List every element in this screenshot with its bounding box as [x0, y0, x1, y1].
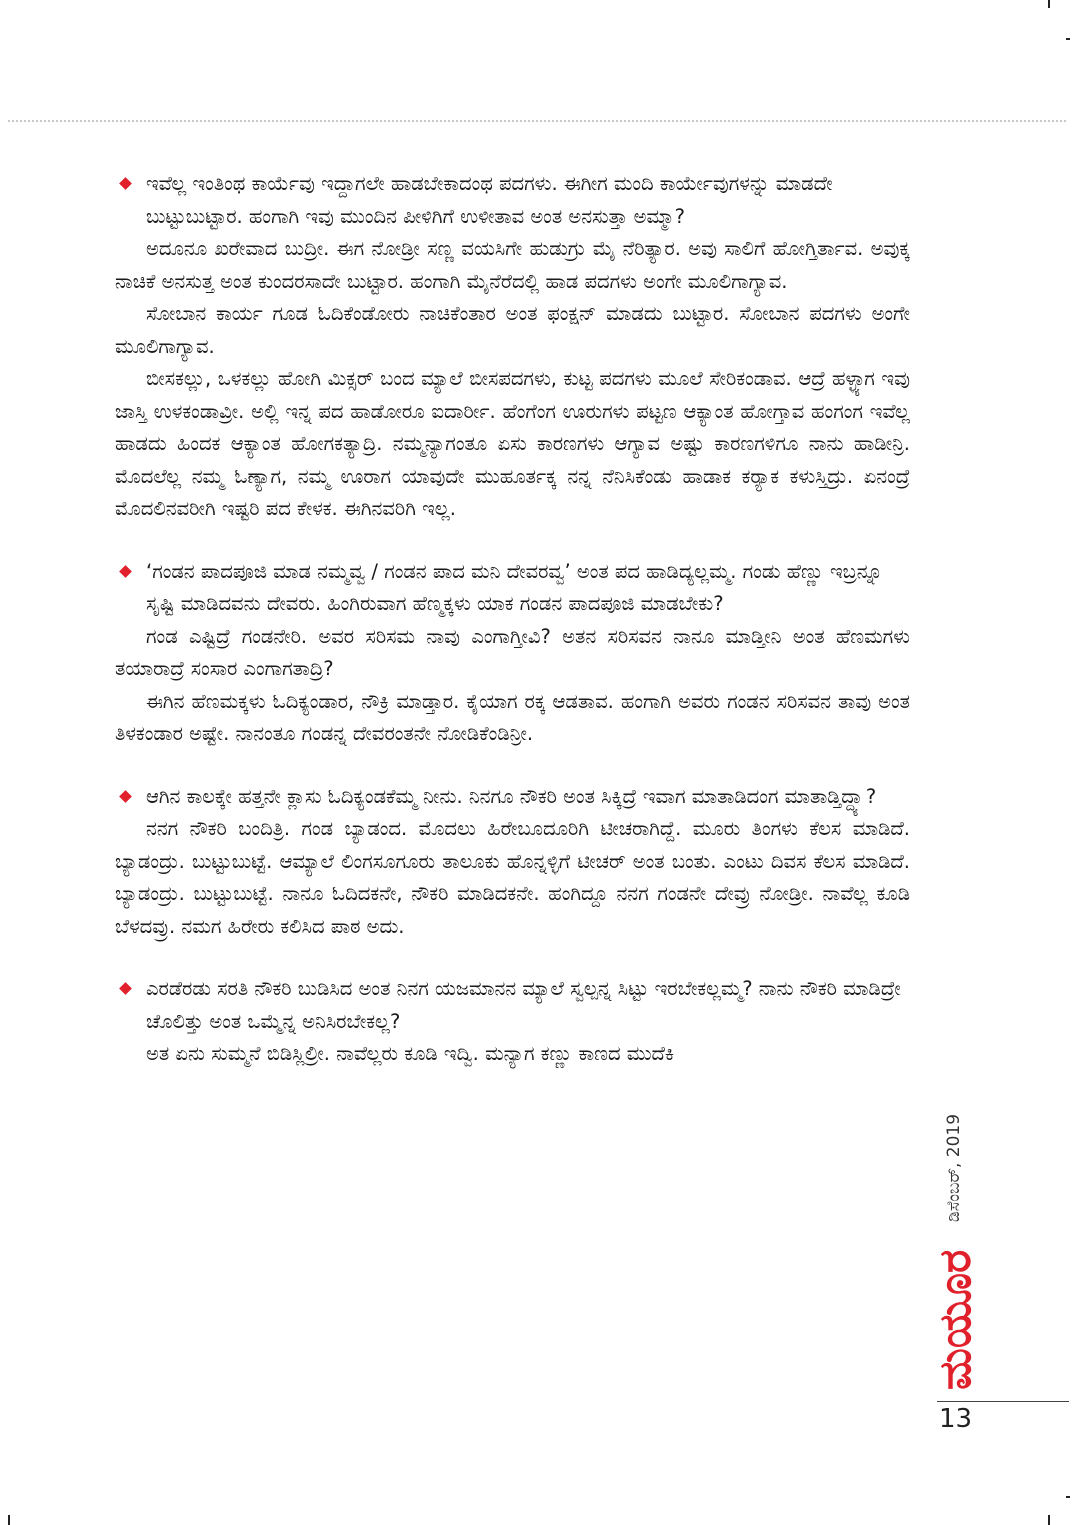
diamond-bullet-icon	[119, 177, 132, 190]
diamond-bullet-icon	[119, 565, 132, 578]
crop-mark	[1048, 1515, 1050, 1525]
question-text: ಆಗಿನ ಕಾಲಕ್ಕೇ ಹತ್ತನೇ ಕ್ಲಾಸು ಓದಿಕ್ಯಂಡಕೆಮ್ಮ ನೀನು. ನಿನಗೂ ನೌಕರಿ ಅಂತ ಸಿಕ್ಕಿದ್ರೆ ಇವಾಗ ಮಾತಾಡಿದಂಗ ಮಾತಾಡ್ತಿದ್ದ್ಯಾ?	[146, 784, 877, 808]
crop-mark	[8, 1515, 10, 1525]
question-4	[115, 973, 910, 1038]
answer-paragraph: ಅತ ಏನು ಸುಮ್ಮನೆ ಬಿಡಿಸ್ಲಿಲ್ರೀ. ನಾವೆಲ್ಲರು ಕೂಡಿ ಇದ್ವಿ. ಮನ್ಯಾಗ ಕಣ್ಣು ಕಾಣದ ಮುದೆಕಿ	[146, 1042, 675, 1065]
question-1	[115, 168, 910, 233]
question-text: ‘ಗಂಡನ ಪಾದಪೂಜಿ ಮಾಡ ನಮ್ಮವ್ವ / ಗಂಡನ ಪಾದ ಮನಿ ದೇವರವ್ವ’ ಅಂತ ಪದ ಹಾಡಿದ್ಯಲ್ಲಮ್ಮ. ಗಂಡು ಹೆಣ್ಣು ಇಬ್ರನ್ನೂ ಸೃಷ್ಟಿ ಮಾಡಿದವನು ದೇವರು. ಹಿಂಗಿರುವಾಗ ಹೆಣ್ಮಕ್ಕಳು ಯಾಕ ಗಂಡನ ಪಾದಪೂಜಿ ಮಾಡಬೇಕು?	[146, 559, 883, 615]
answer-paragraph: ಗಂಡ ಎಷ್ಟಿದ್ರೆ ಗಂಡನೇರಿ. ಅವರ ಸರಿಸಮ ನಾವು ಎಂಗಾಗ್ತೀವಿ? ಅತನ ಸರಿಸವನ ನಾನೂ ಮಾಡ್ತೀನಿ ಅಂತ ಹೆಣಮಗಳು ತಯಾರಾದ್ರೆ ಸಂಸಾರ ಎಂಗಾಗತಾದ್ರಿ?	[115, 624, 910, 680]
diamond-bullet-icon	[119, 790, 132, 803]
answer-paragraph: ಈಗಿನ ಹೆಣಮಕ್ಕಳು ಓದಿಕ್ಯಂಡಾರ, ನೌಕ್ರಿ ಮಾಡ್ತಾರ. ಕೈಯಾಗ ರಕ್ಕ ಆಡತಾವ. ಹಂಗಾಗಿ ಅವರು ಗಂಡನ ಸರಿಸವನ ತಾವು ಅಂತ ತಿಳಕಂಡಾರ ಅಷ್ಟೇ. ನಾನಂತೂ ಗಂಡನ್ನ ದೇವರಂತನೇ ನೋಡಿಕೆಂಡಿನ್ರೀ.	[115, 689, 910, 745]
answer-paragraph: ಸೋಬಾನ ಕಾರ್ಯ ಗೂಡ ಓದಿಕೆಂಡೋರು ನಾಚಿಕೆಂತಾರ ಅಂತ ಫಂಕ್ಷನ್ ಮಾಡದು ಬುಟ್ಟಾರ. ಸೋಬಾನ ಪದಗಳು ಅಂಗೇ ಮೂಲಿಗಾಗ್ಯಾವ.	[115, 302, 910, 358]
question-2	[115, 556, 910, 621]
crop-mark	[1066, 38, 1070, 40]
interview-body	[115, 168, 910, 1071]
magazine-masthead: ಮಯೂರ	[930, 1249, 981, 1390]
page-number: 13	[939, 1404, 973, 1434]
crop-mark	[1048, 0, 1050, 8]
answer-paragraph: ನನಗ ನೌಕರಿ ಬಂದಿತ್ರಿ. ಗಂಡ ಬ್ಯಾಡಂದ. ಮೊದಲು ಹಿರೇಬೂದೂರಿಗಿ ಟೀಚರಾಗಿದ್ದೆ. ಮೂರು ತಿಂಗಳು ಕೆಲಸ ಮಾಡಿದೆ. ಬ್ಯಾಡಂದ್ರು. ಬುಟ್ಟುಬುಟ್ಟೆ. ಆಮ್ಯಾಲೆ ಲಿಂಗಸೂಗೂರು ತಾಲೂಕು ಹೊನ್ನಳ್ಳಿಗೆ ಟೀಚರ್ ಅಂತ ಬಂತು. ಎಂಟು ದಿವಸ ಕೆಲಸ ಮಾಡಿದೆ. ಬ್ಯಾಡಂದ್ರು. ಬುಟ್ಟುಬುಟ್ಟೆ. ನಾನೂ ಓದಿದಕನೇ, ನೌಕರಿ ಮಾಡಿದಕನೇ. ಹಂಗಿದ್ದೂ ನನಗ ಗಂಡನೇ ದೇವ್ರು ನೋಡ್ರೀ. ನಾವೆಲ್ಲ ಕೂಡಿ ಬೆಳದವ್ರು. ನಮಗ ಹಿರೇರು ಕಲಿಸಿದ ಪಾಠ ಅದು.	[115, 817, 910, 938]
page-number-divider	[937, 1401, 1069, 1402]
issue-date: ಡಿಸೆಂಬರ್, 2019	[944, 1113, 964, 1222]
answer-paragraph: ಬೀಸಕಲ್ಲು, ಒಳಕಲ್ಲು ಹೋಗಿ ಮಿಕ್ಸರ್ ಬಂದ ಮ್ಯಾಲೆ ಬೀಸಪದಗಳು, ಕುಟ್ಟ ಪದಗಳು ಮೂಲೆ ಸೇರಿಕಂಡಾವ. ಆದ್ರೆ ಹಳ್ಳ್ಯಾಗ ಇವು ಜಾಸ್ತಿ ಉಳಕಂಡಾವ್ರೀ. ಅಲ್ಲಿ ಇನ್ನ ಪದ ಹಾಡೋರೂ ಐದಾರ್ರೀ. ಹೆಂಗೆಂಗ ಊರುಗಳು ಪಟ್ಟಣ ಆಕ್ಯಾಂತ ಹೋಗ್ತಾವ ಹಂಗಂಗ ಇವೆಲ್ಲ ಹಾಡದು ಹಿಂದಕ ಆಕ್ಯಾಂತ ಹೋಗಕತ್ಯಾದ್ರಿ. ನಮ್ಮನ್ಯಾಗಂತೂ ಏಸು ಕಾರಣಗಳು ಆಗ್ಯಾವ ಅಷ್ಟು ಕಾರಣಗಳಿಗೂ ನಾನು ಹಾಡೀನ್ರಿ. ಮೊದಲೆಲ್ಲ ನಮ್ಮ ಓಣ್ಯಾಗ, ನಮ್ಮ ಊರಾಗ ಯಾವುದೇ ಮುಹೂರ್ತಕ್ಕ ನನ್ನ ನೆನಿಸಿಕೆಂಡು ಹಾಡಾಕ ಕರ್‍ಯಾಕ ಕಳುಸ್ತಿದ್ರು. ಏನಂದ್ರೆ ಮೊದಲಿನವರೀಗಿ ಇಷ್ಟರಿ ಪದ ಕೇಳಕ. ಈಗಿನವರಿಗಿ ಇಲ್ಲ.	[115, 367, 910, 520]
question-3	[115, 781, 910, 814]
answer-paragraph: ಅದೂನೂ ಖರೇವಾದ ಬುದ್ರೀ. ಈಗ ನೋಡ್ರೀ ಸಣ್ಣ ವಯಸಿಗೇ ಹುಡುಗ್ರು ಮೈ ನೆರಿತ್ಯಾರ. ಅವು ಸಾಲಿಗೆ ಹೋಗ್ತಿರ್ತಾವ. ಅವುಕ್ಕ ನಾಚಿಕೆ ಅನಸುತ್ತ ಅಂತ ಕುಂದರಸಾದೇ ಬುಟ್ಟಾರ. ಹಂಗಾಗಿ ಮೈನೆರೆದಲ್ಲಿ ಹಾಡ ಪದಗಳು ಅಂಗೇ ಮೂಲಿಗಾಗ್ಯಾವ.	[115, 237, 910, 293]
question-text: ಇವೆಲ್ಲ ಇಂತಿಂಥ ಕಾರ್ಯೆವು ಇದ್ದಾಗಲೇ ಹಾಡಬೇಕಾದಂಥ ಪದಗಳು. ಈಗೀಗ ಮಂದಿ ಕಾರ್ಯೇವುಗಳನ್ನು ಮಾಡದೇ ಬುಟ್ಟುಬುಟ್ಟಾರ. ಹಂಗಾಗಿ ಇವು ಮುಂದಿನ ಪೀಳಿಗಿಗೆ ಉಳೀತಾವ ಅಂತ ಅನಸುತ್ತಾ ಅಮ್ಮಾ?	[146, 172, 833, 228]
diamond-bullet-icon	[119, 982, 132, 995]
header-divider	[8, 120, 1066, 122]
question-text: ಎರಡೆರಡು ಸರತಿ ನೌಕರಿ ಬುಡಿಸಿದ ಅಂತ ನಿನಗ ಯಜಮಾನನ ಮ್ಯಾಲೆ ಸ್ವಲ್ಪನ್ನ ಸಿಟ್ಟು ಇರಬೇಕಲ್ಲಮ್ಮ? ನಾನು ನೌಕರಿ ಮಾಡಿದ್ರೇ ಚೊಲಿತ್ತು ಅಂತ ಒಮ್ಮೆನ್ನ ಅನಿಸಿರಬೇಕಲ್ಲ?	[146, 977, 901, 1033]
crop-mark	[1066, 1496, 1070, 1498]
